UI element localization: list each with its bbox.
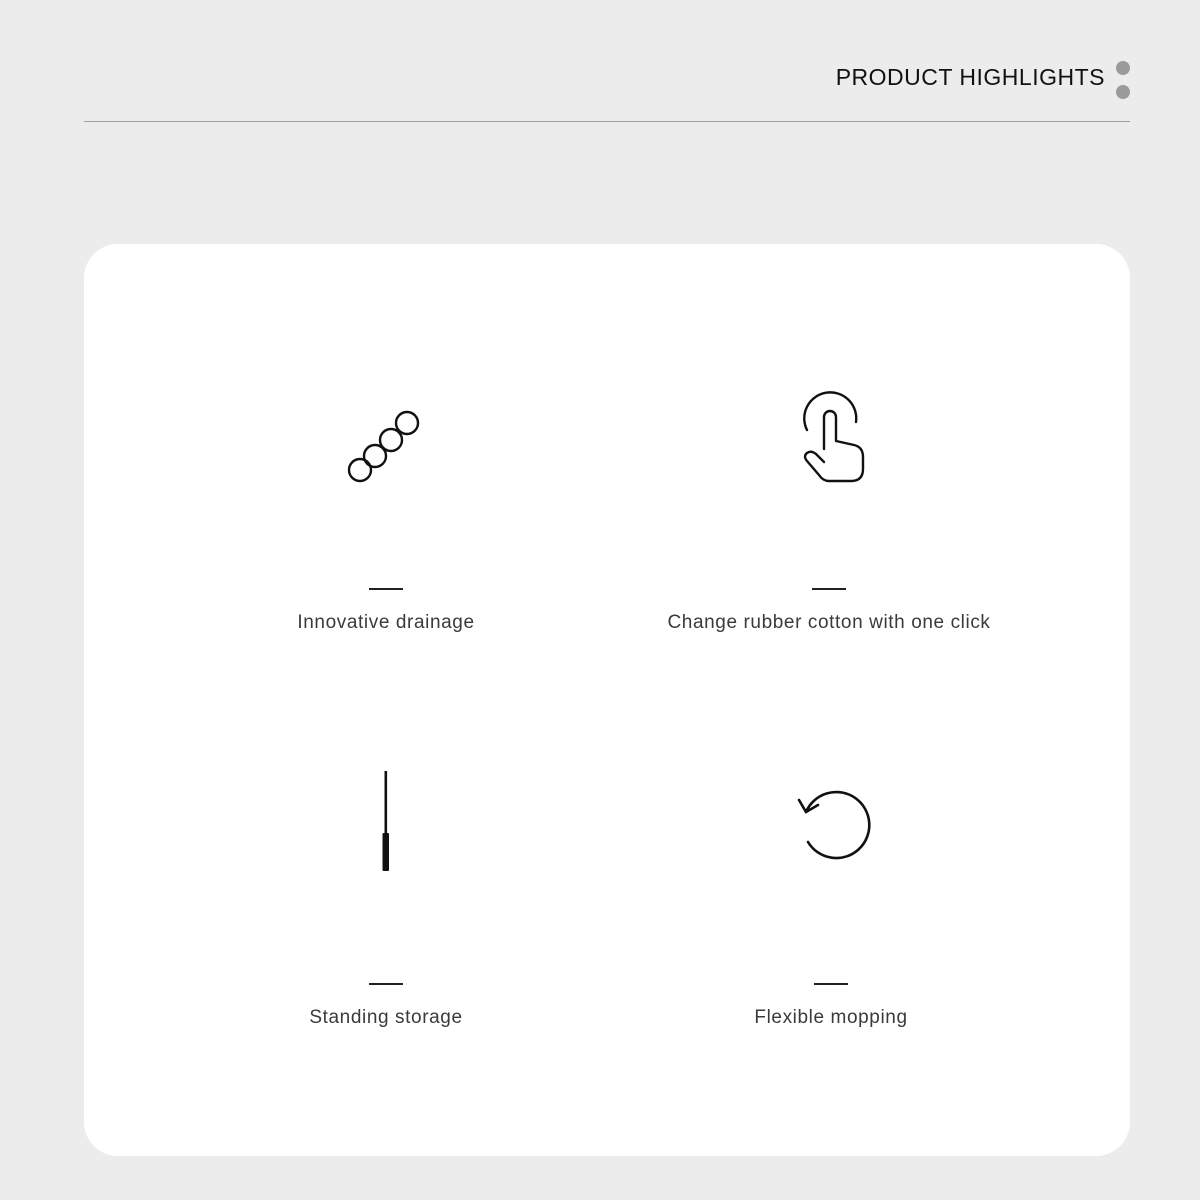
label-dash xyxy=(814,983,848,985)
feature-flexible-mopping xyxy=(611,759,1051,1059)
feature-innovative-drainage xyxy=(166,374,606,674)
feature-label: Change rubber cotton with one click xyxy=(667,612,991,633)
page-title: PRODUCT HIGHLIGHTS xyxy=(835,64,1105,90)
feature-label: Flexible mopping xyxy=(754,1007,908,1028)
feature-standing-storage xyxy=(166,759,606,1059)
dot-icon xyxy=(1116,85,1130,99)
label-dash xyxy=(812,588,846,590)
header-dots-decoration xyxy=(1115,61,1131,101)
chain-circles-icon xyxy=(331,379,441,489)
label-dash xyxy=(369,983,403,985)
tap-hand-icon xyxy=(774,379,884,489)
label-dash xyxy=(369,588,403,590)
rotate-arrow-icon xyxy=(776,769,886,879)
dot-icon xyxy=(1116,61,1130,75)
feature-label: Standing storage xyxy=(309,1007,463,1028)
feature-label: Innovative drainage xyxy=(297,612,475,633)
highlights-card xyxy=(84,244,1130,1156)
header-divider xyxy=(84,121,1130,122)
standing-pole-icon xyxy=(331,769,441,879)
feature-change-rubber-cotton xyxy=(609,374,1049,674)
